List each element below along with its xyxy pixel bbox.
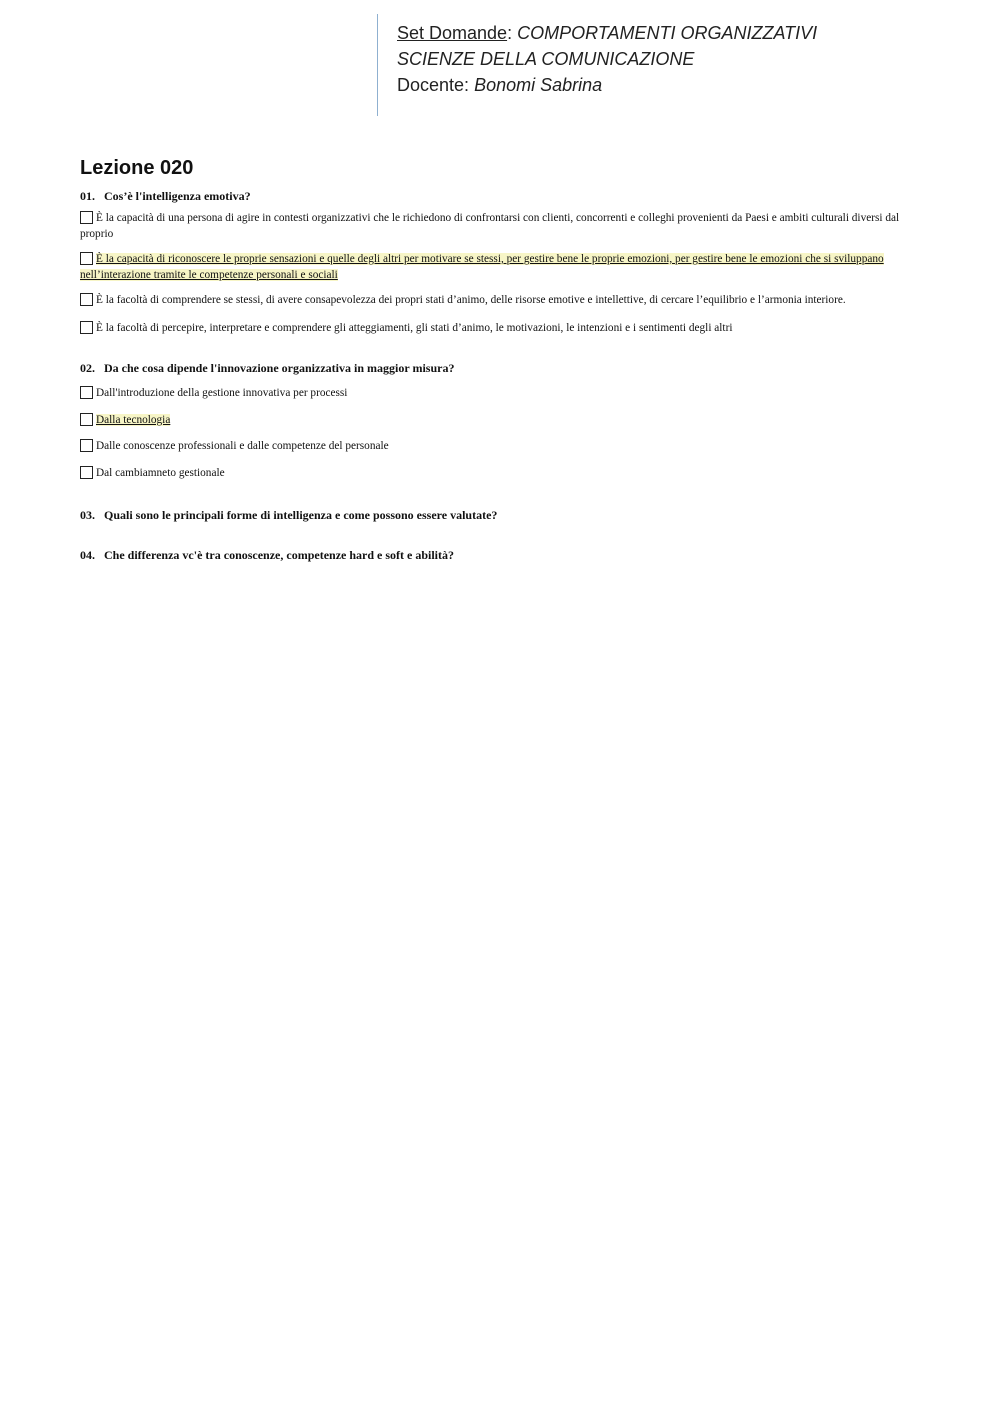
answer-option[interactable] bbox=[80, 321, 900, 337]
checkbox[interactable] bbox=[80, 252, 93, 265]
set-line bbox=[397, 20, 817, 46]
checkbox[interactable] bbox=[80, 211, 93, 224]
checkbox[interactable] bbox=[80, 413, 93, 426]
checkbox[interactable] bbox=[80, 386, 93, 399]
checkbox[interactable] bbox=[80, 439, 93, 452]
teacher-line bbox=[397, 72, 817, 98]
checkbox[interactable] bbox=[80, 321, 93, 334]
question-text: Quali sono le principali forme di intelligenza e come possono essere valutate? bbox=[104, 508, 498, 522]
option-text: Dal cambiamneto gestionale bbox=[96, 466, 225, 479]
document-header bbox=[377, 14, 817, 116]
set-colon: : bbox=[507, 23, 513, 43]
set-label: Set Domande bbox=[397, 23, 508, 43]
option-text: È la capacità di riconoscere le proprie sensazioni e quelle degli altri per motivare se stessi, per gestire bene le proprie emozioni, per gestire bene le emozioni che si sviluppano nell’interazione tramite le competenze personali e sociali bbox=[80, 253, 884, 281]
answer-option[interactable] bbox=[80, 211, 900, 242]
option-text: Dalla tecnologia bbox=[96, 413, 171, 426]
question-1 bbox=[80, 188, 900, 204]
question-2 bbox=[80, 360, 900, 376]
question-4 bbox=[80, 547, 900, 563]
question-number: 04. bbox=[80, 548, 95, 562]
answer-option-highlighted[interactable] bbox=[80, 413, 900, 429]
question-number: 01. bbox=[80, 189, 95, 203]
answer-option[interactable] bbox=[80, 386, 900, 402]
option-text: È la capacità di una persona di agire in contesti organizzativi che le richiedono di confrontarsi con clienti, concorrenti e colleghi provenienti da Paesi e ambiti culturali diversi dal proprio bbox=[80, 212, 900, 240]
checkbox[interactable] bbox=[80, 466, 93, 479]
answer-option[interactable] bbox=[80, 439, 900, 455]
question-text: Che differenza vc'è tra conoscenze, competenze hard e soft e abilità? bbox=[104, 548, 455, 562]
option-text: È la facoltà di comprendere se stessi, di avere consapevolezza dei propri stati d’animo, delle risorse emotive e intellettive, di cercare l’equilibrio e l’armonia interiore. bbox=[96, 294, 846, 306]
answer-option[interactable] bbox=[80, 466, 900, 482]
question-text: Cos’è l'intelligenza emotiva? bbox=[104, 189, 251, 203]
checkbox[interactable] bbox=[80, 293, 93, 306]
answer-option[interactable] bbox=[80, 293, 900, 309]
question-number: 03. bbox=[80, 508, 95, 522]
faculty-name: SCIENZE DELLA COMUNICAZIONE bbox=[397, 49, 695, 69]
question-3 bbox=[80, 507, 900, 523]
option-text: Dall'introduzione della gestione innovativa per processi bbox=[96, 387, 348, 399]
teacher-label: Docente: bbox=[397, 75, 470, 95]
option-text: È la facoltà di percepire, interpretare e comprendere gli atteggiamenti, gli stati d’animo, le motivazioni, le intenzioni e i sentimenti degli altri bbox=[96, 321, 733, 334]
answer-option-highlighted[interactable] bbox=[80, 252, 900, 283]
question-text: Da che cosa dipende l'innovazione organizzativa in maggior misura? bbox=[104, 361, 455, 375]
teacher-name: Bonomi Sabrina bbox=[474, 75, 603, 95]
question-number: 02. bbox=[80, 361, 95, 375]
question-list bbox=[80, 188, 900, 563]
course-name: COMPORTAMENTI ORGANIZZATIVI bbox=[517, 23, 818, 43]
option-text: Dalle conoscenze professionali e dalle competenze del personale bbox=[96, 440, 389, 452]
faculty-line bbox=[397, 46, 817, 72]
lesson-title: Lezione 020 bbox=[80, 157, 194, 179]
